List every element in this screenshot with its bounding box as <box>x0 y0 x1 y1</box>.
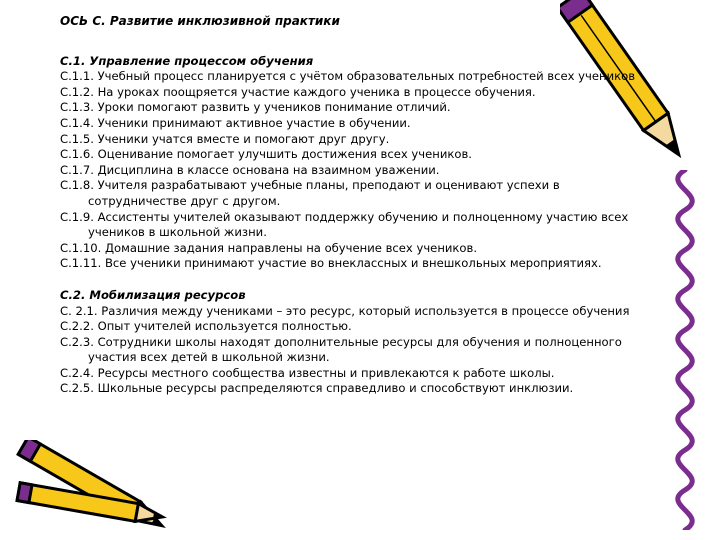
list-item: С.2.2. Опыт учителей используется полностью. <box>60 319 352 334</box>
list-item: С.2.4. Ресурсы местного сообщества известны и привлекаются к работе школы. <box>60 365 555 380</box>
list-item: С.1.1. Учебный процесс планируется с учётом образовательных потребностей всех учеников <box>60 69 636 84</box>
pencils-icon <box>0 440 180 540</box>
list-item: С.1.7. Дисциплина в классе основана на взаимном уважении. <box>60 162 440 177</box>
page-title: ОСЬ С. Развитие инклюзивной практики <box>60 14 340 28</box>
section-heading: С.2. Мобилизация ресурсов <box>60 287 246 302</box>
list-item: С.1.10. Домашние задания направлены на обучение всех учеников. <box>60 240 478 255</box>
squiggle-line <box>678 170 692 530</box>
list-item: С.2.5. Школьные ресурсы распределяются справедливо и способствуют инклюзии. <box>60 381 574 396</box>
list-item: С.1.3. Уроки помогают развить у учеников понимание отличий. <box>60 100 451 115</box>
list-item: С.1.6. Оценивание помогает улучшить достижения всех учеников. <box>60 147 472 162</box>
list-item: С.1.5. Ученики учатся вместе и помогают друг другу. <box>60 131 390 146</box>
list-item: С.1.9. Ассистенты учителей оказывают поддержку обучению и полноценному участию всех учеников в школьной жизни. <box>60 209 629 240</box>
list-item: С. 2.1. Различия между учениками – это ресурс, который используется в процессе обучения <box>60 303 630 318</box>
document-body <box>60 14 640 397</box>
list-item: С.2.3. Сотрудники школы находят дополнительные ресурсы для обучения и полноценного участия всех детей в школьной жизни. <box>60 334 622 365</box>
list-item: С.1.8. Учителя разрабатывают учебные планы, преподают и оценивают успехи в сотрудничестве друг с другом. <box>60 178 560 208</box>
section-heading: С.1. Управление процессом обучения <box>60 53 314 68</box>
list-item: С.1.4. Ученики принимают активное участие в обучении. <box>60 115 411 130</box>
squiggle-decoration <box>655 170 715 530</box>
list-item: С.1.11. Все ученики принимают участие во внеклассных и внешкольных мероприятиях. <box>60 256 602 271</box>
list-item: С.1.2. На уроках поощряется участие каждого ученика в процессе обучения. <box>60 84 536 99</box>
